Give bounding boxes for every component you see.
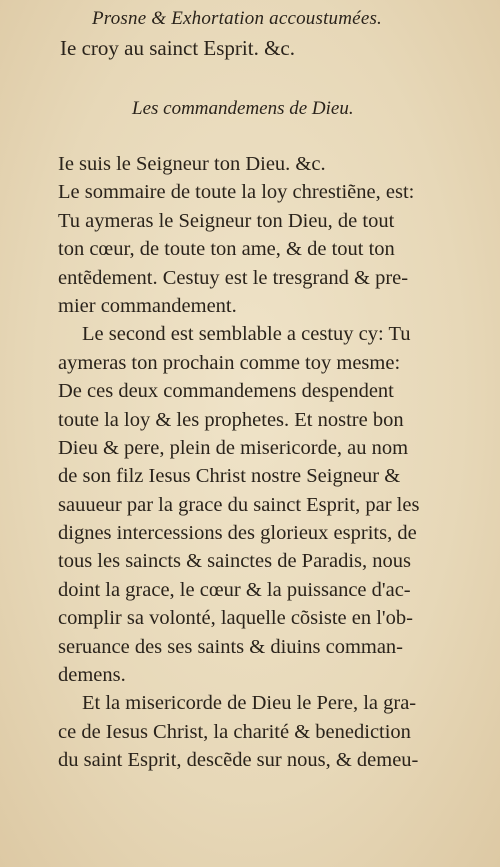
text-line: du saint Esprit, descẽde sur nous, & demeu- (58, 749, 419, 772)
text-line: sauueur par la grace du sainct Esprit, par les (58, 493, 420, 516)
text-line: tous les saincts & sainctes de Paradis, nous (58, 550, 412, 573)
body-text (58, 150, 488, 775)
text-line: ce de Iesus Christ, la charité & benediction (58, 720, 411, 743)
text-line: ton cœur, de toute ton ame, & de tout ton (58, 238, 395, 261)
text-line: demens. (58, 664, 126, 687)
text-line: dignes intercessions des glorieux esprits, de (58, 522, 417, 545)
running-header: Prosne & Exhortation accoustumées. (92, 8, 382, 29)
text-line: De ces deux commandemens despendent (58, 380, 394, 403)
text-line: aymeras ton prochain comme toy mesme: (58, 351, 401, 374)
text-line: seruance des ses saints & diuins comman- (58, 635, 404, 658)
text-line: Ie suis le Seigneur ton Dieu. &c. (58, 153, 326, 175)
text-line: mier commandement. (58, 294, 237, 317)
text-line: Le second est semblable a cestuy cy: Tu (82, 323, 411, 346)
section-title: Les commandemens de Dieu. (132, 98, 354, 119)
text-line: de son filz Iesus Christ nostre Seigneur & (58, 465, 401, 488)
text-line: Tu aymeras le Seigneur ton Dieu, de tout (58, 209, 395, 232)
text-line: complir sa volonté, laquelle cõsiste en l'ob- (58, 607, 413, 630)
text-line: Dieu & pere, plein de misericorde, au nom (58, 436, 409, 459)
text-line: Le sommaire de toute la loy chrestiẽne, est: (58, 181, 415, 204)
text-line: toute la loy & les prophetes. Et nostre bon (58, 408, 404, 431)
intro-line: Ie croy au sainct Esprit. &c. (60, 36, 295, 60)
text-line: doint la grace, le cœur & la puissance d'ac- (58, 578, 411, 601)
text-line: entẽdement. Cestuy est le tresgrand & pre- (58, 266, 409, 289)
text-line: Et la misericorde de Dieu le Pere, la gra- (82, 692, 417, 715)
